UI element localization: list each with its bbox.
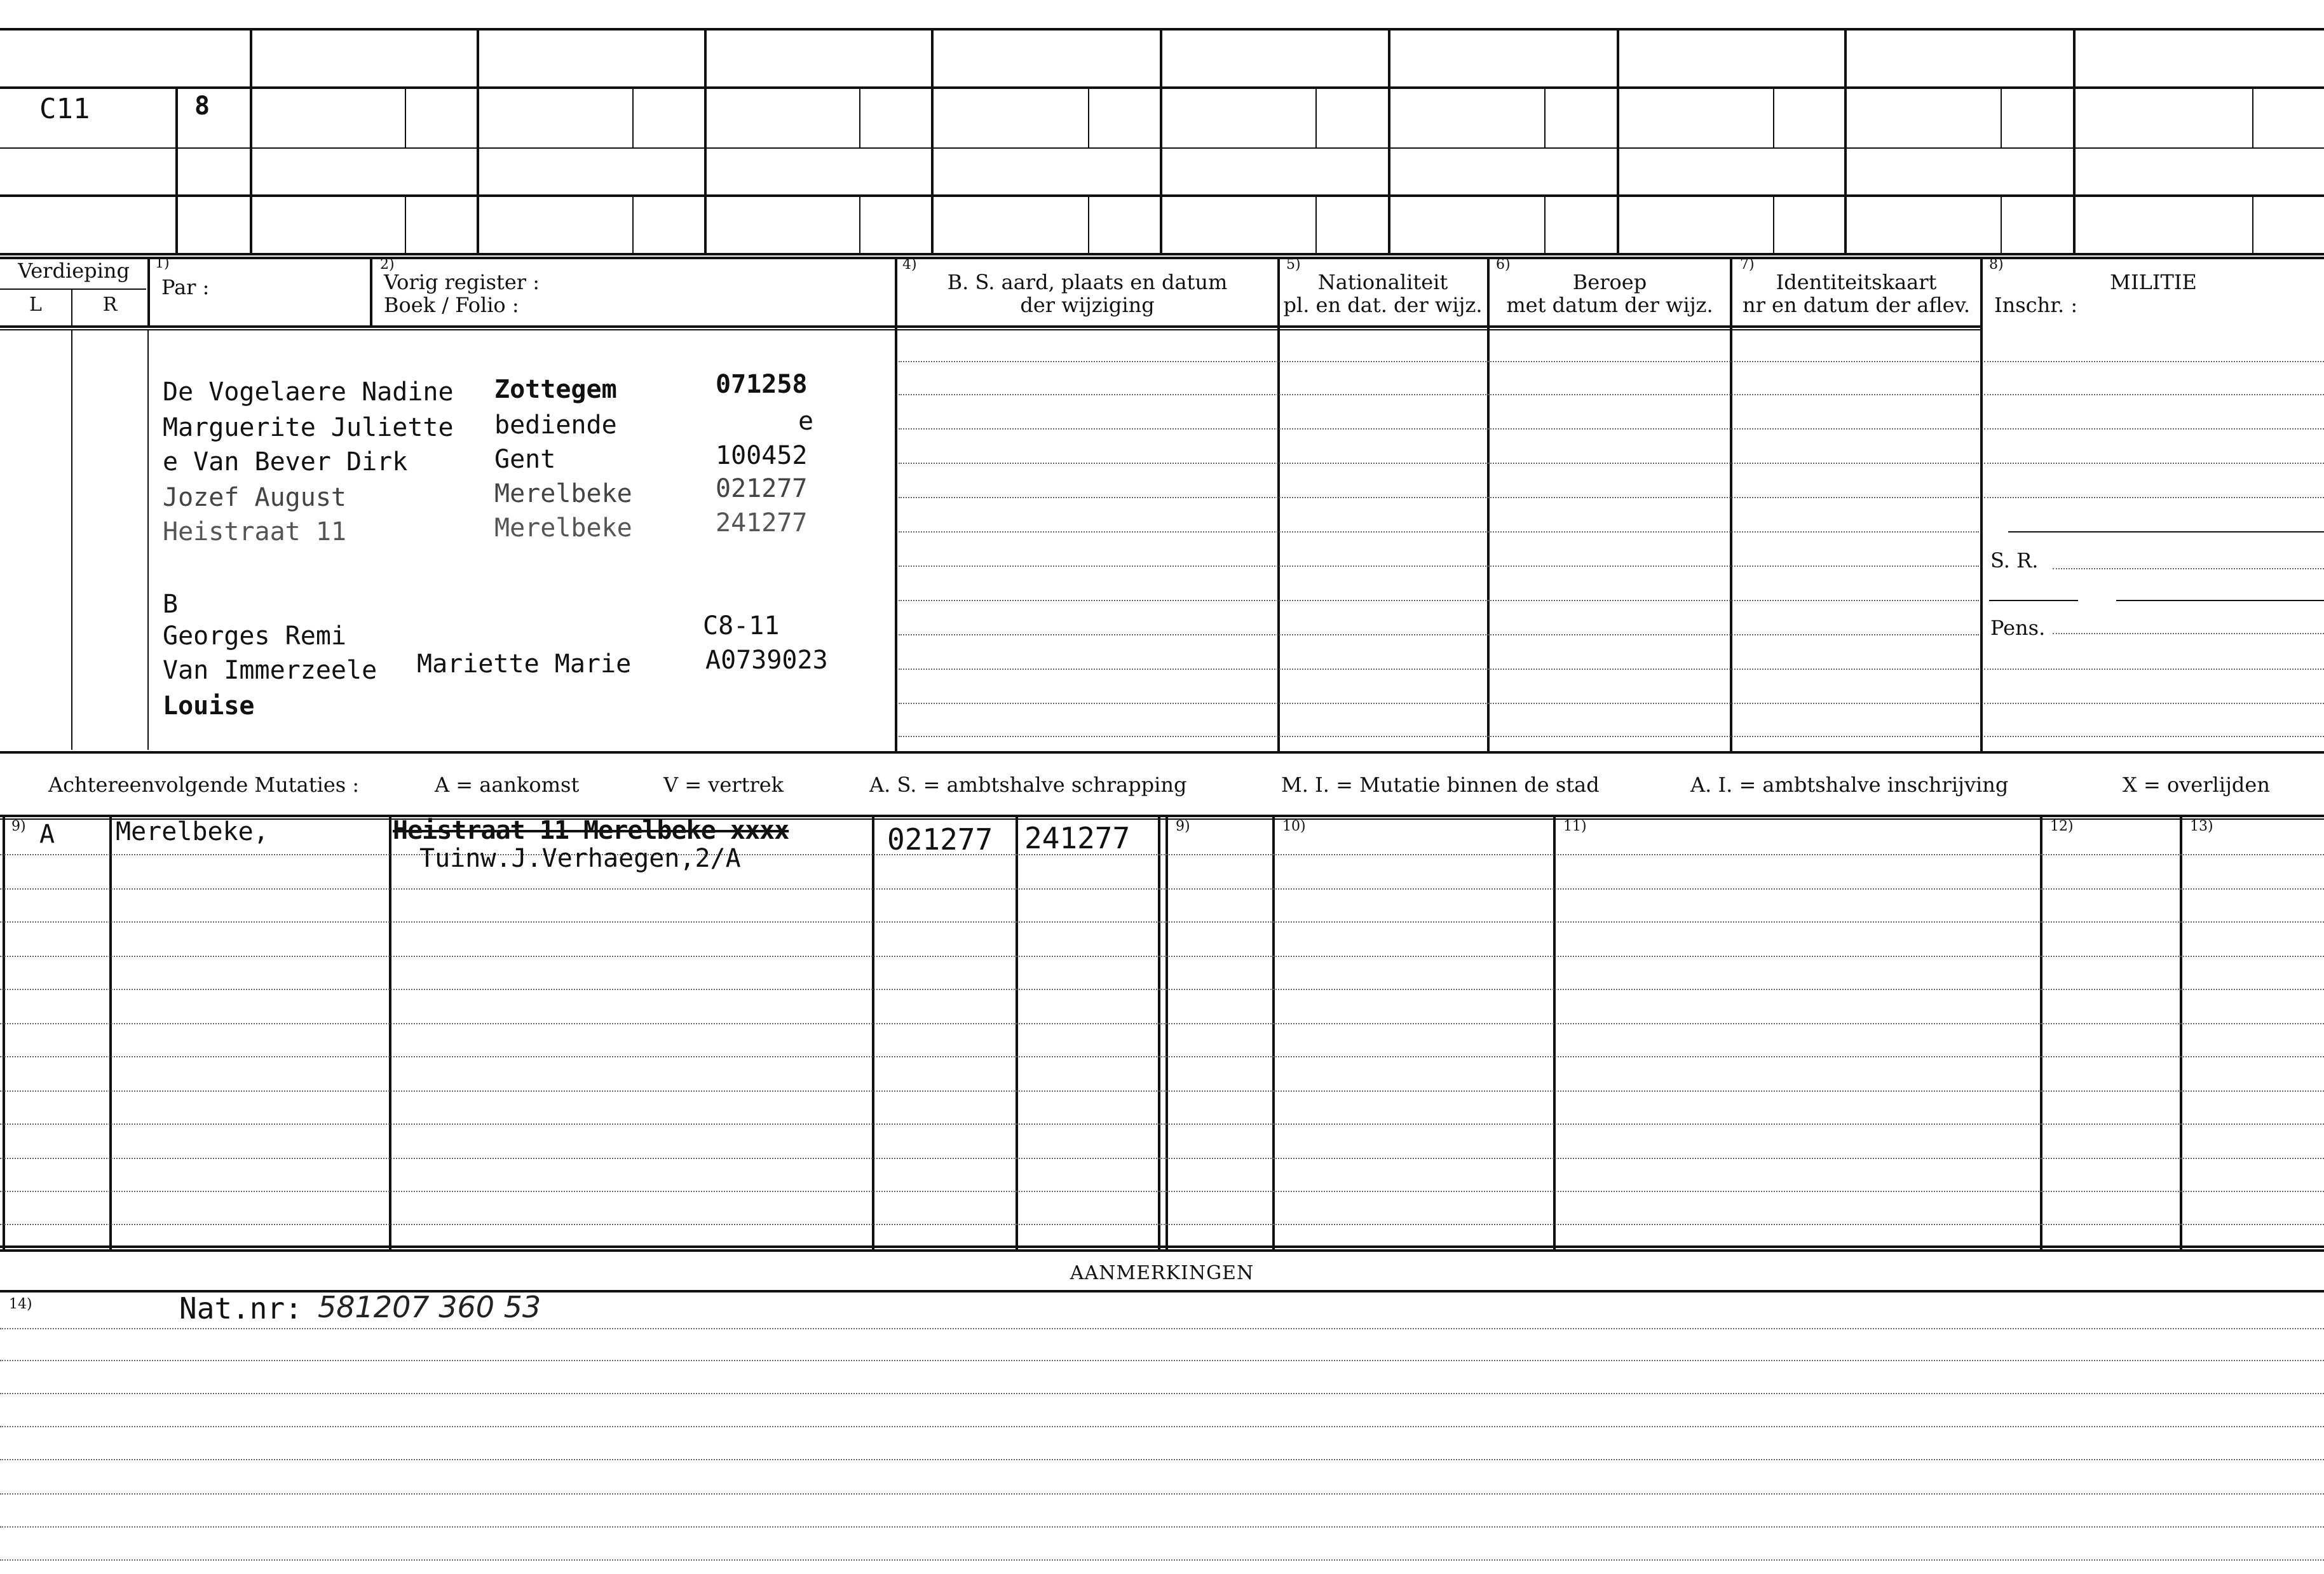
person-date-line4: 021277 — [716, 474, 808, 503]
legend-ambtshalve-inschrijving: A. I. = ambtshalve inschrijving — [1690, 773, 2009, 797]
col12-number: 12) — [2050, 818, 2074, 834]
col7-number: 7) — [1740, 257, 1755, 273]
col6-sublabel: met datum der wijz. — [1506, 293, 1713, 317]
legend-overlijden: X = overlijden — [2123, 773, 2270, 797]
person-name-line1: De Vogelaere Nadine — [163, 377, 454, 407]
legend-ambtshalve-schrapping: A. S. = ambtshalve schrapping — [869, 773, 1187, 797]
col14-number: 14) — [9, 1296, 32, 1312]
person-name-line6: Georges Remi — [163, 621, 346, 651]
col2-label: Vorig register : — [384, 270, 540, 294]
verdieping-label: Verdieping — [18, 259, 130, 283]
r-label: R — [102, 294, 118, 316]
col8-label: MILITIE — [2110, 270, 2197, 294]
person-name-line8: Louise — [163, 691, 255, 721]
person-address: Heistraat 11 — [163, 517, 346, 546]
person-date-line2: e — [798, 407, 814, 436]
col6-number: 6) — [1496, 257, 1511, 273]
nat-nr-value: 581207 360 53 — [318, 1290, 541, 1324]
col1-label: Par : — [161, 275, 210, 299]
col11-number: 11) — [1563, 818, 1587, 834]
legend-vertrek: V = vertrek — [663, 773, 784, 797]
legend-mutatie-stad: M. I. = Mutatie binnen de stad — [1281, 773, 1600, 797]
person-name-line2: Marguerite Juliette — [163, 413, 454, 442]
col5-number: 5) — [1286, 257, 1301, 273]
person-place-line4: Merelbeke — [494, 479, 632, 508]
person-place-line3: Gent — [494, 445, 556, 474]
l-label: L — [29, 294, 42, 316]
person-name-line7b: Mariette Marie — [417, 649, 632, 679]
col5-sublabel: pl. en dat. der wijz. — [1283, 293, 1483, 317]
mutation-date-2: 241277 — [1024, 821, 1131, 855]
nat-nr-label: Nat.nr: — [179, 1291, 302, 1326]
col7-label: Identiteitskaart — [1776, 270, 1937, 294]
mutation-type: A — [39, 820, 55, 849]
legend-aankomst: A = aankomst — [435, 773, 580, 797]
person-id-card: A0739023 — [705, 646, 828, 675]
mutation-address: Tuinw.J.Verhaegen,2/A — [419, 844, 741, 873]
remarks-title: AANMERKINGEN — [1070, 1262, 1254, 1284]
col1-number: 1) — [155, 255, 170, 271]
col9b-number: 9) — [1176, 818, 1190, 834]
person-date-line3: 100452 — [716, 441, 808, 470]
person-name-line3: e Van Bever Dirk — [163, 447, 408, 477]
pens-label: Pens. — [1990, 616, 2046, 640]
col4-sublabel: der wijziging — [1020, 293, 1155, 317]
person-name-line4: Jozef August — [163, 483, 346, 512]
mutation-place: Merelbeke, — [116, 817, 269, 846]
person-date-line5: 241277 — [716, 508, 808, 538]
person-code-line6: C8-11 — [703, 611, 780, 641]
col8-number: 8) — [1989, 257, 2004, 273]
person-occupation: bediende — [494, 410, 617, 440]
register-code: C11 — [39, 93, 90, 125]
person-place-line5: Merelbeke — [494, 513, 632, 543]
inschr-label: Inschr. : — [1994, 293, 2078, 317]
legend-title: Achtereenvolgende Mutaties : — [48, 773, 360, 797]
col7-sublabel: nr en datum der aflev. — [1742, 293, 1971, 317]
sr-label: S. R. — [1990, 548, 2039, 573]
col9-number: 9) — [11, 818, 26, 834]
col6-label: Beroep — [1572, 270, 1647, 294]
person-name-line7: Van Immerzeele — [163, 656, 377, 685]
person-place-line1: Zottegem — [494, 375, 617, 404]
col2-number: 2) — [380, 257, 395, 273]
col4-label: B. S. aard, plaats en datum — [947, 270, 1228, 294]
col13-number: 13) — [2190, 818, 2213, 834]
col5-label: Nationaliteit — [1317, 270, 1448, 294]
col10-number: 10) — [1282, 818, 1306, 834]
mutation-struck-address: Heistraat 11 Merelbeke xxxx — [393, 816, 789, 845]
b-marker: B — [163, 590, 179, 619]
person-date-line1: 071258 — [716, 370, 808, 399]
mutation-date-1: 021277 — [887, 822, 993, 857]
col4-number: 4) — [902, 257, 917, 273]
register-number: 8 — [194, 92, 210, 121]
col2-sublabel: Boek / Folio : — [384, 293, 519, 317]
